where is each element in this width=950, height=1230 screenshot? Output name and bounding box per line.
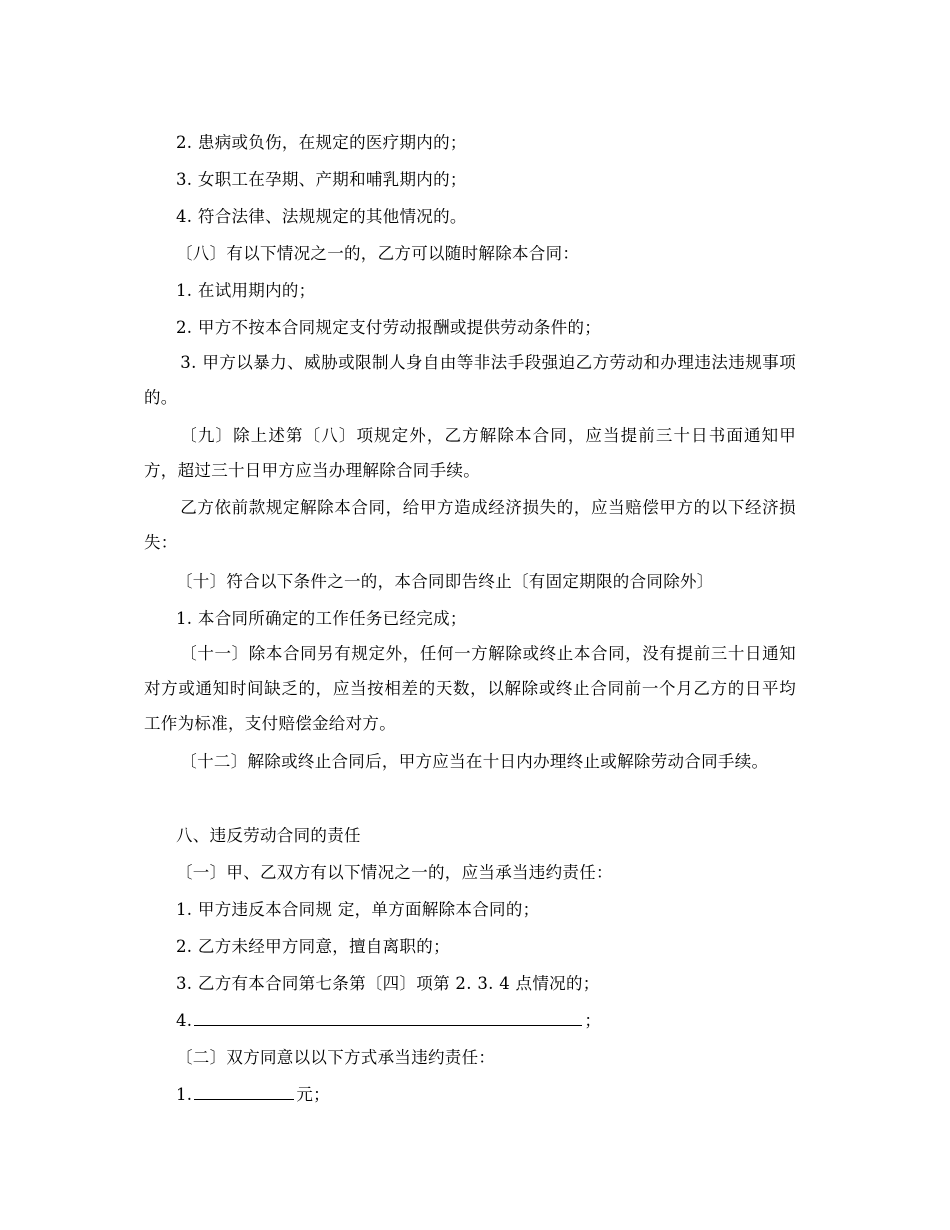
paragraph: 4. 符合法律、法规规定的其他情况的。	[176, 207, 467, 226]
paragraph: 〔九〕除上述第〔八〕项规定外，乙方解除本合同，应当提前三十日书面通知甲方，超过三十日甲方应当办理解除合同手续。	[144, 426, 796, 480]
paragraph: 〔十一〕除本合同另有规定外，任何一方解除或终止本合同，没有提前三十日通知对方或通知时间缺乏的，应当按相差的天数，以解除或终止合同前一个月乙方的日平均工作为标准，支付赔偿金给对方。	[144, 644, 796, 733]
paragraph: 3. 甲方以暴力、威胁或限制人身自由等非法手段强迫乙方劳动和办理违法违规事项的。	[144, 353, 796, 407]
paragraph: 〔二〕双方同意以以下方式承当违约责任：	[176, 1048, 496, 1067]
paragraph: 〔八〕有以下情况之一的，乙方可以随时解除本合同：	[176, 244, 580, 263]
paragraph: 1. 甲方违反本合同规 定，单方面解除本合同的；	[176, 900, 540, 919]
paragraph: 1. 在试用期内的；	[176, 281, 316, 300]
paragraph: 2. 患病或负伤，在规定的医疗期内的；	[176, 133, 467, 152]
paragraph: 〔十〕符合以下条件之一的，本合同即告终止〔有固定期限的合同除外〕	[176, 572, 714, 591]
item-suffix: ；	[584, 1011, 602, 1030]
item-number: 4.	[176, 1011, 193, 1030]
fill-in-blank	[194, 1083, 294, 1100]
paragraph: 3. 乙方有本合同第七条第〔四〕项第 2. 3. 4 点情况的；	[176, 974, 600, 993]
blank-line-item	[176, 1003, 796, 1038]
paragraph: 2. 甲方不按本合同规定支付劳动报酬或提供劳动条件的；	[176, 318, 602, 337]
item-suffix: 元；	[296, 1085, 330, 1104]
blank-line-item	[176, 1077, 796, 1112]
paragraph: 〔十二〕解除或终止合同后，甲方应当在十日内办理终止或解除劳动合同手续。	[180, 752, 769, 771]
paragraph: 1. 本合同所确定的工作任务已经完成；	[176, 609, 467, 628]
section-heading: 八、违反劳动合同的责任	[176, 826, 361, 845]
paragraph: 3. 女职工在孕期、产期和哺乳期内的；	[176, 170, 467, 189]
fill-in-blank	[194, 1009, 582, 1026]
item-number: 1.	[176, 1085, 193, 1104]
paragraph: 〔一〕甲、乙双方有以下情况之一的，应当承当违约责任：	[176, 863, 613, 882]
paragraph: 乙方依前款规定解除本合同，给甲方造成经济损失的，应当赔偿甲方的以下经济损失：	[144, 498, 796, 552]
paragraph: 2. 乙方未经甲方同意，擅自离职的；	[176, 937, 450, 956]
